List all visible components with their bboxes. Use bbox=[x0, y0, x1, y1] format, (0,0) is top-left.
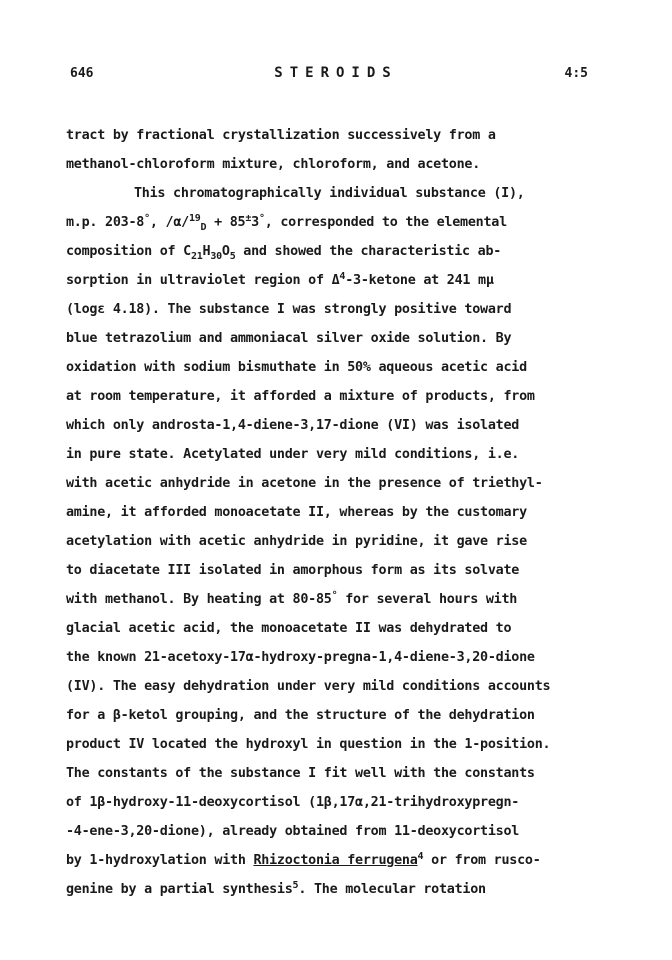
text-line: by 1-hydroxylation with Rhizoctonia ferrugena$^4$ or from rusco- bbox=[66, 851, 541, 868]
text-line: genine by a partial synthesis$^5$. The molecular rotation bbox=[66, 880, 486, 897]
text-line: of 1β-hydroxy-11-deoxycortisol (1β,17α,21-trihydroxypregn- bbox=[66, 795, 520, 810]
section-number: 4:5 bbox=[564, 66, 588, 81]
text-line: methanol-chloroform mixture, chloroform, and acetone. bbox=[66, 157, 481, 172]
running-title: STEROIDS bbox=[274, 65, 398, 81]
text-line: sorption in ultraviolet region of $\Delta^4-3$-ketone at 241 mμ bbox=[66, 271, 494, 288]
text-line: composition of $C_{21}H_{30}O_5$ and showed the characteristic ab- bbox=[66, 244, 502, 262]
text-line: -4-ene-3,20-dione), already obtained from 11-deoxycortisol bbox=[66, 824, 520, 839]
body-text bbox=[66, 128, 606, 911]
text-line: at room temperature, it afforded a mixture of products, from bbox=[66, 389, 535, 404]
text-line: amine, it afforded monoacetate II, whereas by the customary bbox=[66, 505, 527, 520]
page-number: 646 bbox=[70, 66, 94, 81]
text-line: oxidation with sodium bismuthate in 50% aqueous acetic acid bbox=[66, 360, 527, 375]
text-line: The constants of the substance I fit well with the constants bbox=[66, 766, 535, 781]
footnote-ref: 5 bbox=[292, 880, 299, 891]
text-line: which only androsta-1,4-diene-3,17-dione (VI) was isolated bbox=[66, 418, 520, 433]
text-line: to diacetate III isolated in amorphous form as its solvate bbox=[66, 563, 520, 578]
text-line: the known 21-acetoxy-17α-hydroxy-pregna-1,4-diene-3,20-dione bbox=[66, 650, 535, 665]
text-line: for a β-ketol grouping, and the structure of the dehydration bbox=[66, 708, 535, 723]
text-line: (logε 4.18). The substance I was strongly positive toward bbox=[66, 302, 512, 317]
text-line: product IV located the hydroxyl in question in the 1-position. bbox=[66, 737, 551, 752]
text-line: acetylation with acetic anhydride in pyridine, it gave rise bbox=[66, 534, 527, 549]
footnote-ref: 4 bbox=[417, 851, 424, 862]
text-line: glacial acetic acid, the monoacetate II was dehydrated to bbox=[66, 621, 512, 636]
text-line: with acetic anhydride in acetone in the presence of triethyl- bbox=[66, 476, 543, 491]
text-line: m.p. 203-8°, /α/$^{19}_D$ + 85±3°, corresponded to the elemental bbox=[66, 213, 507, 233]
text-line: (IV). The easy dehydration under very mild conditions accounts bbox=[66, 679, 551, 694]
text-line: with methanol. By heating at 80-85° for several hours with bbox=[66, 590, 518, 607]
text-line: blue tetrazolium and ammoniacal silver oxide solution. By bbox=[66, 331, 512, 346]
text-line: in pure state. Acetylated under very mild conditions, i.e. bbox=[66, 447, 520, 462]
species-name: Rhizoctonia ferrugena bbox=[253, 853, 418, 868]
page-header bbox=[0, 66, 672, 90]
paragraph-first-line: This chromatographically individual substance (I), bbox=[134, 186, 525, 201]
text-line: tract by fractional crystallization successively from a bbox=[66, 128, 496, 143]
